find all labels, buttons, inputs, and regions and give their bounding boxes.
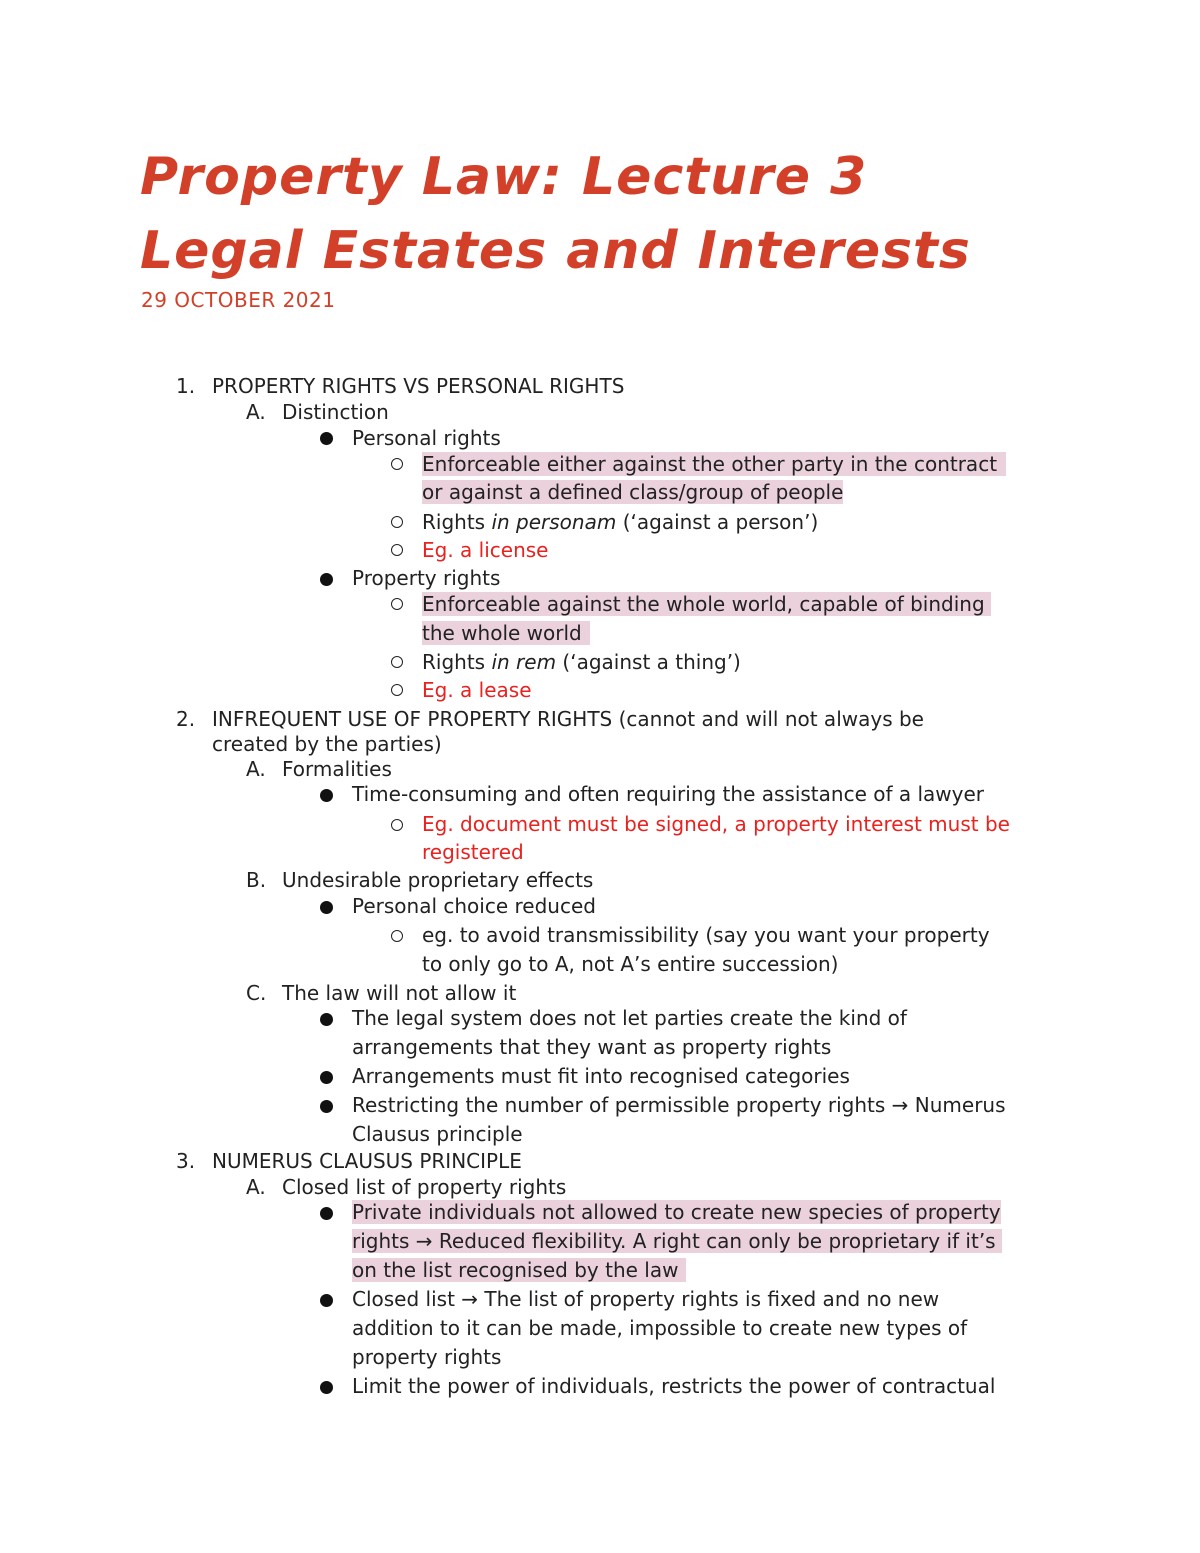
list-item-continued: [352, 1256, 686, 1284]
list-item-continued: [422, 478, 843, 506]
subsection-letter: A.: [246, 400, 266, 424]
bullet-icon: [320, 1013, 333, 1026]
list-item: Restricting the number of permissible property rights → Numerus: [352, 1093, 1006, 1117]
bullet-icon: [320, 1294, 333, 1307]
subsection-letter: A.: [246, 1175, 266, 1199]
list-item: [422, 648, 741, 676]
example-item: Eg. a lease: [422, 678, 532, 702]
bullet-icon: [320, 1381, 333, 1394]
circle-bullet-icon: [391, 516, 403, 528]
example-item-continued: registered: [422, 840, 524, 864]
bullet-icon: [320, 901, 333, 914]
text-run: Rights: [422, 510, 492, 534]
document-date: 29 OCTOBER 2021: [141, 288, 336, 312]
circle-bullet-icon: [391, 656, 403, 668]
highlighted-text: Enforceable against the whole world, capable of binding: [422, 592, 991, 616]
bullet-icon: [320, 432, 333, 445]
circle-bullet-icon: [391, 598, 403, 610]
list-item-continued: [422, 619, 590, 647]
list-item-continued: Clausus principle: [352, 1122, 523, 1146]
list-item-continued: addition to it can be made, impossible to create new types of: [352, 1316, 968, 1340]
section-heading: PROPERTY RIGHTS VS PERSONAL RIGHTS: [212, 374, 625, 398]
subsection-label: Distinction: [282, 400, 389, 424]
list-item-continued: arrangements that they want as property rights: [352, 1035, 832, 1059]
circle-bullet-icon: [391, 819, 403, 831]
list-item: [422, 450, 1006, 478]
list-item: Property rights: [352, 566, 501, 590]
list-item: [422, 590, 991, 618]
bullet-icon: [320, 1071, 333, 1084]
list-item: Limit the power of individuals, restricts the power of contractual: [352, 1374, 996, 1398]
example-item: Eg. document must be signed, a property interest must be: [422, 812, 1010, 836]
circle-bullet-icon: [391, 544, 403, 556]
title-line-2: Legal Estates and Interests: [140, 221, 971, 281]
subsection-label: Closed list of property rights: [282, 1175, 567, 1199]
bullet-icon: [320, 789, 333, 802]
subsection-label: The law will not allow it: [282, 981, 517, 1005]
italic-term: in personam: [491, 510, 617, 534]
document-title: [140, 140, 971, 288]
title-line-1: Property Law: Lecture 3: [140, 147, 868, 207]
section-number: 3.: [176, 1149, 196, 1173]
list-item: [422, 508, 818, 536]
circle-bullet-icon: [391, 684, 403, 696]
list-item-continued: property rights: [352, 1345, 502, 1369]
text-run: (‘against a person’): [616, 510, 819, 534]
circle-bullet-icon: [391, 930, 403, 942]
list-item: Personal choice reduced: [352, 894, 596, 918]
list-item-continued: [352, 1227, 1002, 1255]
circle-bullet-icon: [391, 458, 403, 470]
highlighted-text: or against a defined class/group of people: [422, 480, 844, 504]
list-item-continued: to only go to A, not A’s entire succession): [422, 952, 839, 976]
section-heading: NUMERUS CLAUSUS PRINCIPLE: [212, 1149, 522, 1173]
list-item: Time-consuming and often requiring the assistance of a lawyer: [352, 782, 985, 806]
section-number: 2.: [176, 707, 196, 731]
list-item: The legal system does not let parties create the kind of: [352, 1006, 907, 1030]
subsection-label: Formalities: [282, 757, 392, 781]
highlighted-text: Private individuals not allowed to create new species of property: [352, 1200, 1001, 1224]
subsection-letter: A.: [246, 757, 266, 781]
highlighted-text: the whole world: [422, 621, 590, 645]
section-heading: INFREQUENT USE OF PROPERTY RIGHTS (cannot and will not always be: [212, 707, 924, 731]
list-item: Personal rights: [352, 426, 501, 450]
list-item: Arrangements must fit into recognised categories: [352, 1064, 850, 1088]
highlighted-text: Enforceable either against the other party in the contract: [422, 452, 1006, 476]
text-run: Rights: [422, 650, 492, 674]
list-item: Closed list → The list of property rights is fixed and no new: [352, 1287, 940, 1311]
bullet-icon: [320, 1207, 333, 1220]
subsection-letter: C.: [246, 981, 267, 1005]
list-item: eg. to avoid transmissibility (say you want your property: [422, 923, 990, 947]
list-item: [352, 1198, 1001, 1226]
italic-term: in rem: [491, 650, 557, 674]
highlighted-text: on the list recognised by the law: [352, 1258, 686, 1282]
section-heading-continued: created by the parties): [212, 732, 442, 756]
example-item: Eg. a license: [422, 538, 549, 562]
subsection-letter: B.: [246, 868, 267, 892]
bullet-icon: [320, 1100, 333, 1113]
bullet-icon: [320, 573, 333, 586]
section-number: 1.: [176, 374, 196, 398]
highlighted-text: rights → Reduced flexibility. A right can only be proprietary if it’s: [352, 1229, 1002, 1253]
subsection-label: Undesirable proprietary effects: [282, 868, 594, 892]
text-run: (‘against a thing’): [556, 650, 741, 674]
